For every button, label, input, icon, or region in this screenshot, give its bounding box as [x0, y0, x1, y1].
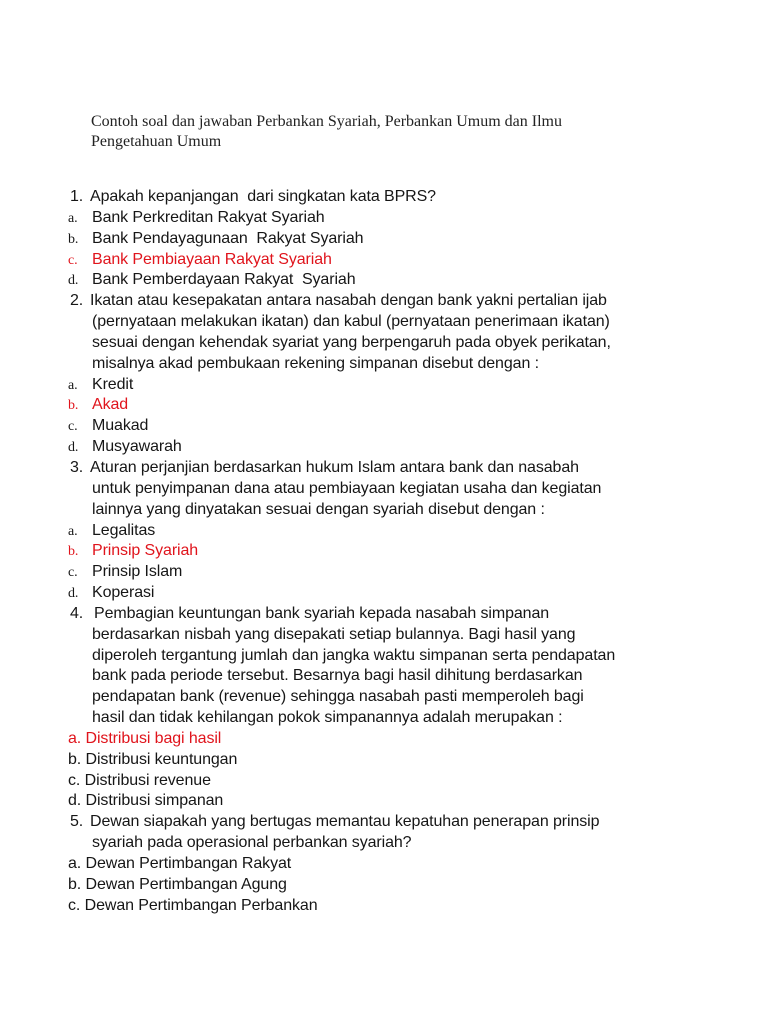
- question-text: Apakah kepanjangan dari singkatan kata BPRS?: [90, 188, 436, 205]
- question-number: 3.: [70, 458, 84, 476]
- answer-option: [68, 521, 615, 542]
- option-text: Musyawarah: [92, 438, 182, 456]
- answer-option: [68, 875, 615, 896]
- option-label: b.: [68, 875, 82, 893]
- option-label: a.: [68, 729, 82, 747]
- question-number: 1.: [70, 188, 84, 205]
- answer-option: [68, 771, 615, 792]
- option-text: Distribusi keuntungan: [85, 750, 238, 768]
- answer-option: [68, 416, 615, 437]
- answer-option: [68, 854, 615, 875]
- title-line: Pengetahuan Umum: [91, 133, 222, 150]
- option-label: d.: [68, 440, 79, 456]
- question-text-line: [68, 333, 615, 354]
- answer-option: [68, 375, 615, 396]
- option-text: Bank Perkreditan Rakyat Syariah: [92, 208, 325, 226]
- option-text: Dewan Pertimbangan Rakyat: [85, 855, 292, 872]
- question-text: Dewan siapakah yang bertugas memantau kepatuhan penerapan prinsip: [90, 813, 600, 831]
- question-list: [68, 187, 615, 917]
- question-text: diperoleh tergantung jumlah dan jangka waktu simpanan serta pendapatan: [92, 646, 616, 664]
- option-label: a.: [68, 523, 78, 539]
- question-text-line: [68, 479, 615, 500]
- answer-option-correct: [68, 541, 615, 562]
- option-text: Legalitas: [92, 521, 156, 539]
- option-text: Dewan Pertimbangan Perbankan: [84, 896, 318, 914]
- option-text: Dewan Pertimbangan Agung: [85, 875, 287, 893]
- option-text: Distribusi revenue: [84, 771, 211, 789]
- option-label: a.: [68, 855, 82, 872]
- answer-option: [68, 229, 615, 250]
- option-label: c.: [68, 771, 81, 789]
- option-text: Distribusi simpanan: [85, 792, 224, 810]
- option-text: Prinsip Islam: [92, 563, 183, 581]
- question-number: 5.: [70, 813, 84, 831]
- question-text-line: [68, 291, 615, 312]
- option-text: Bank Pemberdayaan Rakyat Syariah: [92, 271, 356, 289]
- option-label: b.: [68, 398, 79, 414]
- question-text-line: [68, 187, 615, 208]
- option-text: Muakad: [92, 417, 149, 435]
- answer-option: [68, 750, 615, 771]
- question-2: [68, 291, 615, 458]
- option-label: a.: [68, 377, 78, 393]
- option-text: Akad: [92, 396, 129, 414]
- option-label: d.: [68, 586, 79, 602]
- question-text: pendapatan bank (revenue) sehingga nasabah pasti memperoleh bagi: [92, 688, 584, 706]
- option-text: Prinsip Syariah: [92, 542, 199, 560]
- option-label: c.: [68, 565, 78, 581]
- document-title: [91, 112, 562, 152]
- question-text-line: [68, 500, 615, 521]
- question-text-line: [68, 687, 615, 708]
- question-text-line: [68, 625, 615, 646]
- question-text-line: [68, 666, 615, 687]
- question-text: hasil dan tidak kehilangan pokok simpanannya adalah merupakan :: [92, 709, 563, 727]
- question-text: berdasarkan nisbah yang disepakati setiap bulannya. Bagi hasil yang: [92, 625, 576, 643]
- option-label: c.: [68, 419, 78, 435]
- option-label: d.: [68, 792, 82, 810]
- option-text: Bank Pembiayaan Rakyat Syariah: [92, 250, 332, 268]
- question-number: 2.: [70, 292, 84, 310]
- option-text: Bank Pendayagunaan Rakyat Syariah: [92, 229, 364, 247]
- question-3: [68, 458, 615, 604]
- question-text: untuk penyimpanan dana atau pembiayaan kegiatan usaha dan kegiatan: [92, 479, 602, 497]
- question-text: Pembagian keuntungan bank syariah kepada nasabah simpanan: [94, 604, 550, 622]
- answer-option-correct: [68, 250, 615, 271]
- question-number: 4.: [70, 604, 84, 622]
- question-1: [68, 187, 615, 291]
- answer-option: [68, 791, 615, 812]
- option-label: a.: [68, 210, 78, 226]
- question-text-line: [68, 646, 615, 667]
- question-text-line: [68, 833, 615, 854]
- question-text: syariah pada operasional perbankan syariah?: [92, 834, 412, 852]
- question-5: [68, 812, 615, 916]
- answer-option-correct: [68, 395, 615, 416]
- question-text-line: [68, 604, 615, 625]
- option-label: b.: [68, 231, 79, 247]
- question-text: (pernyataan melakukan ikatan) dan kabul (pernyataan penerimaan ikatan): [92, 313, 610, 331]
- question-4: [68, 604, 615, 812]
- question-text: lainnya yang dinyatakan sesuai dengan syariah disebut dengan :: [92, 500, 545, 518]
- option-label: c.: [68, 252, 78, 268]
- option-label: d.: [68, 273, 79, 289]
- answer-option: [68, 437, 615, 458]
- question-text-line: [68, 708, 615, 729]
- question-text: Aturan perjanjian berdasarkan hukum Islam antara bank dan nasabah: [90, 458, 579, 476]
- question-text-line: [68, 312, 615, 333]
- question-text: bank pada periode tersebut. Besarnya bagi hasil dihitung berdasarkan: [92, 667, 583, 685]
- option-label: c.: [68, 896, 81, 914]
- question-text: misalnya akad pembukaan rekening simpanan disebut dengan :: [92, 354, 539, 372]
- option-text: Koperasi: [92, 584, 155, 602]
- question-text-line: [68, 458, 615, 479]
- question-text-line: [68, 812, 615, 833]
- title-line: Contoh soal dan jawaban Perbankan Syariah, Perbankan Umum dan Ilmu: [91, 113, 562, 130]
- answer-option: [68, 583, 615, 604]
- answer-option: [68, 208, 615, 229]
- option-label: b.: [68, 544, 79, 560]
- answer-option: [68, 896, 615, 917]
- option-text: Distribusi bagi hasil: [85, 729, 222, 747]
- answer-option: [68, 270, 615, 291]
- answer-option: [68, 562, 615, 583]
- question-text: Ikatan atau kesepakatan antara nasabah dengan bank yakni pertalian ijab: [90, 292, 607, 310]
- question-text: sesuai dengan kehendak syariat yang berpengaruh pada obyek perikatan,: [92, 333, 611, 351]
- option-label: b.: [68, 750, 82, 768]
- option-text: Kredit: [92, 375, 134, 393]
- question-text-line: [68, 354, 615, 375]
- answer-option-correct: [68, 729, 615, 750]
